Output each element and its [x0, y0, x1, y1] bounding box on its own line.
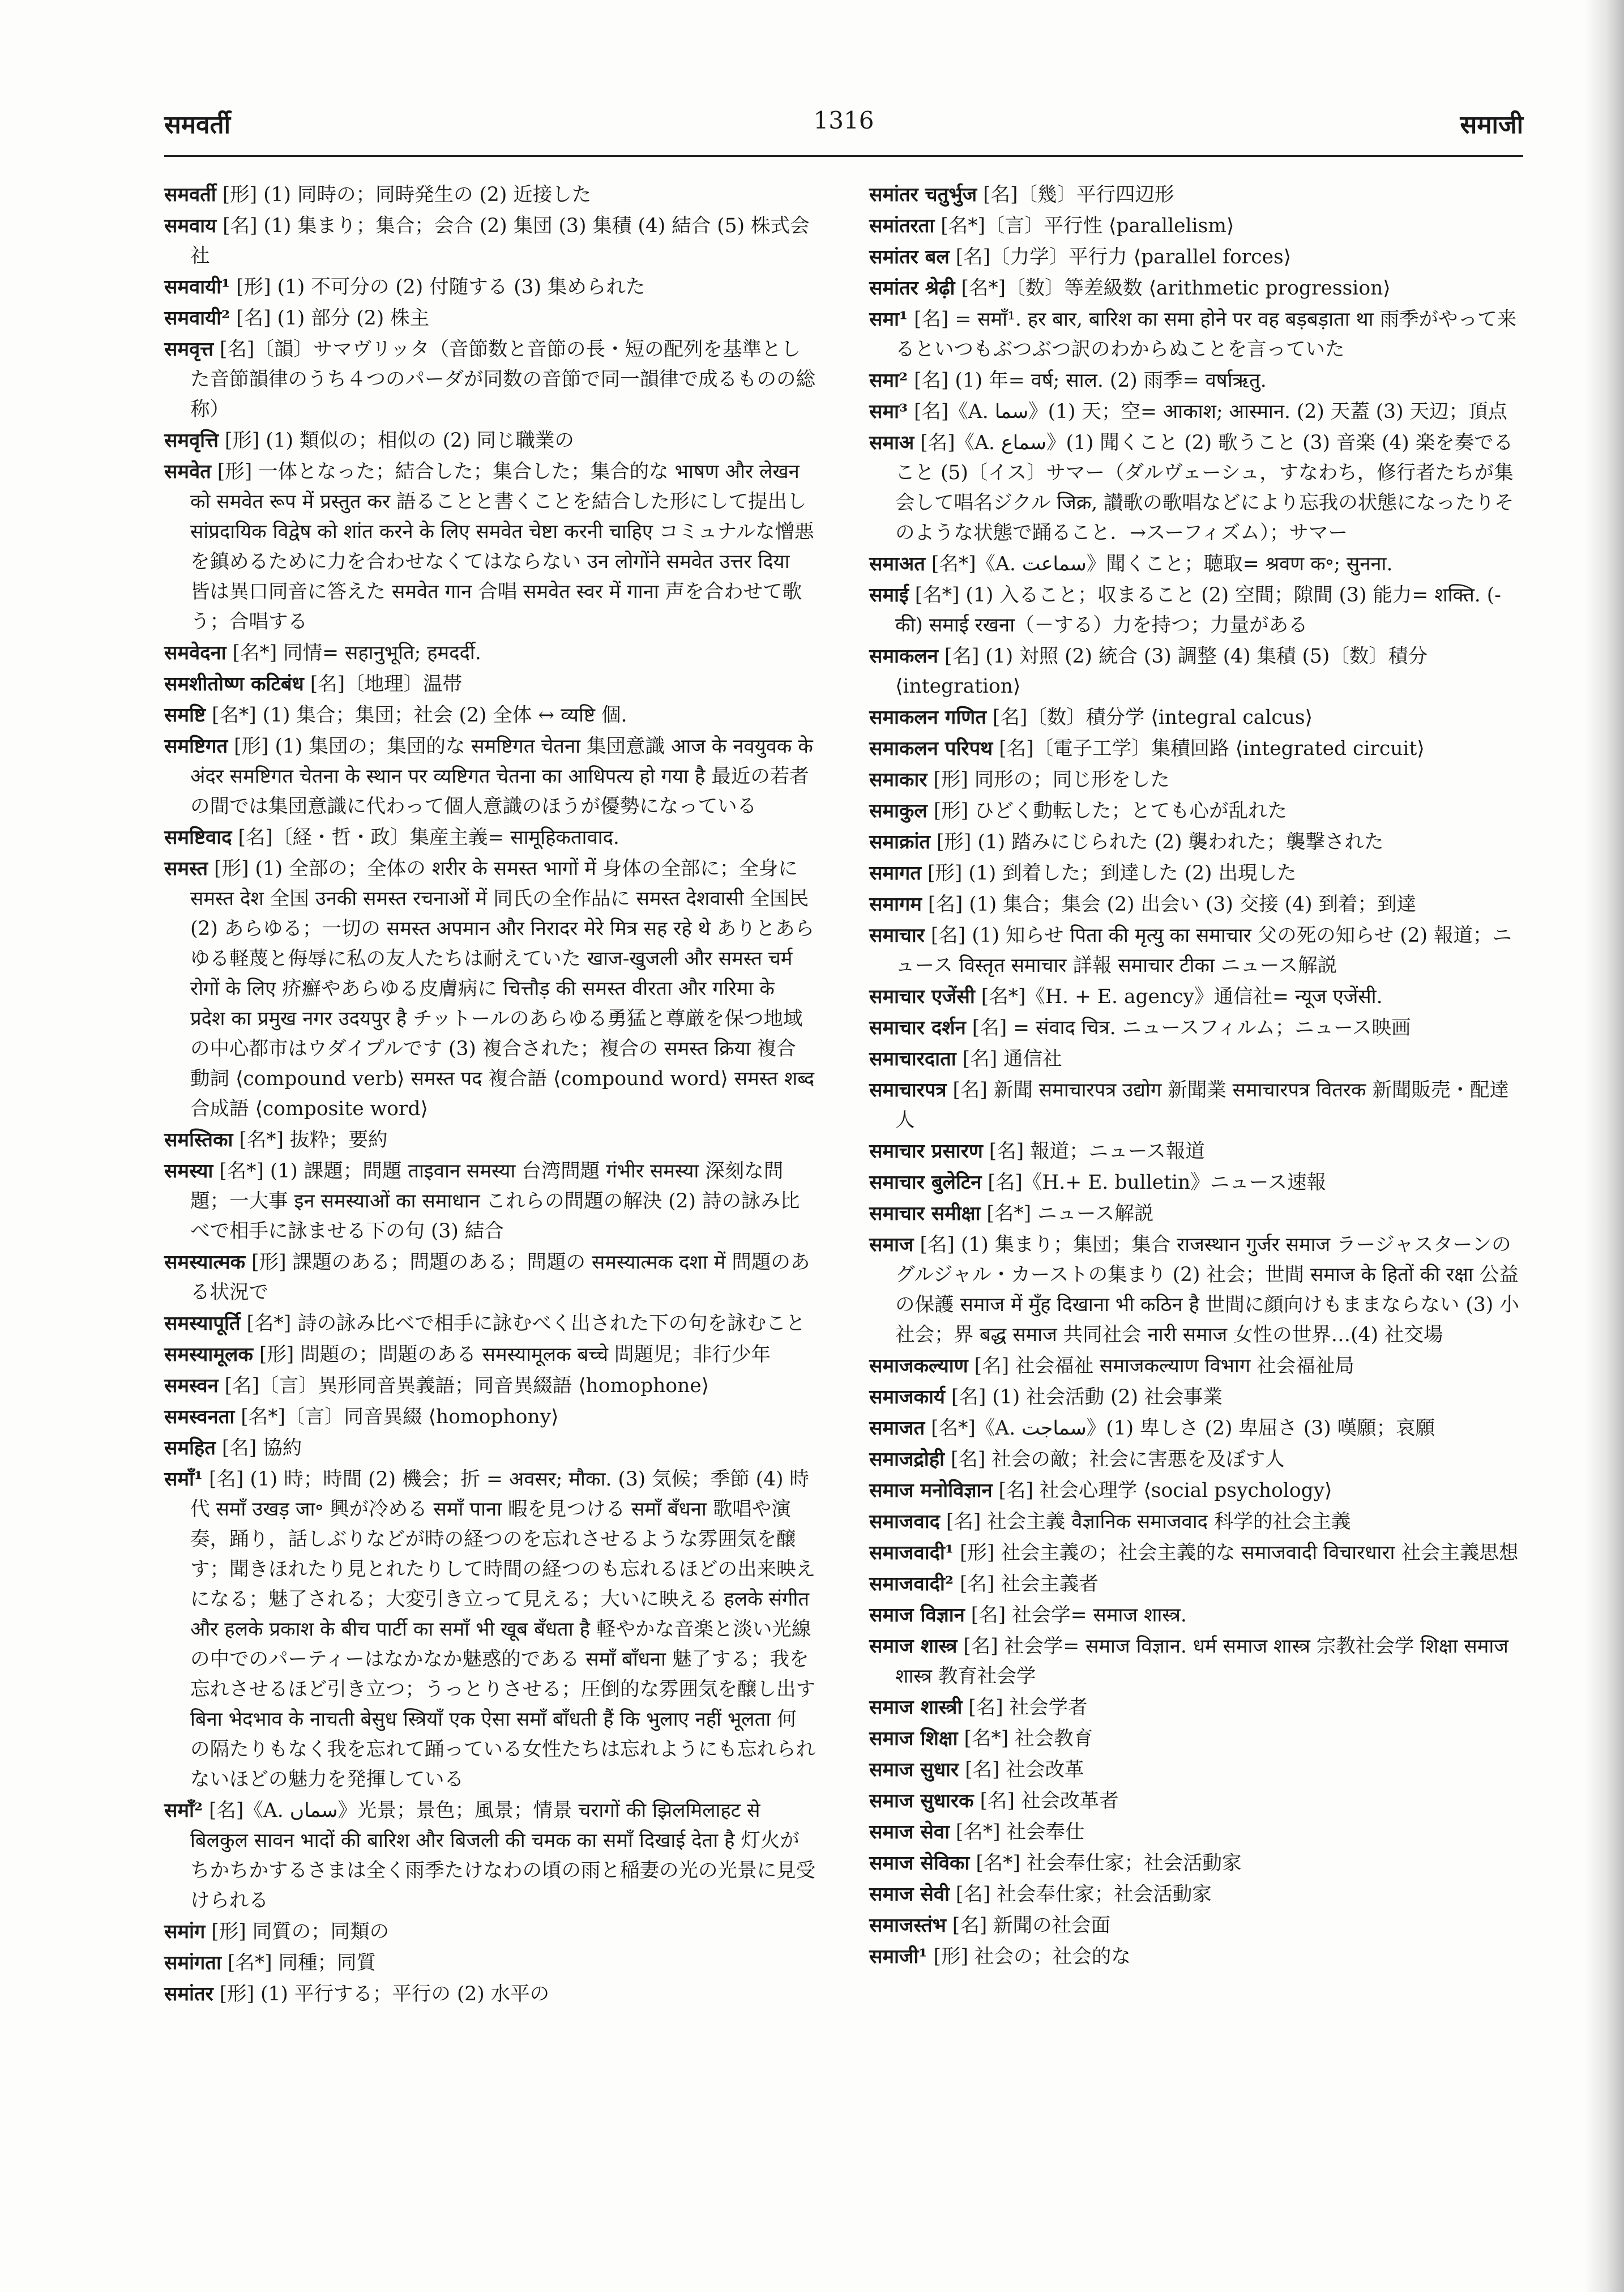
- dictionary-entry: [869, 1817, 1520, 1847]
- entry-headword: समस्या: [164, 1160, 213, 1183]
- dictionary-entry: [164, 272, 815, 302]
- entry-headword: समाजकार्य: [869, 1386, 945, 1409]
- dictionary-entry: [164, 638, 815, 668]
- entry-headword: समाजत: [869, 1417, 925, 1440]
- dictionary-entry: [869, 1414, 1520, 1444]
- entry-headword: समवाय: [164, 215, 217, 237]
- dictionary-entry: [164, 180, 815, 210]
- entry-definition: [形] (1) 集団の；集団的な समष्टिगत चेतना 集団意識 आज के नवयुवक के अंदर समष्टिगत चेतना के स्थान पर व्यष्टिगत चेतना का आधिपत्य हो गया है 最近の若者の間では集団意識に代わって個人意識のほうが優勢になっている: [190, 735, 813, 818]
- entry-headword: समाअत: [869, 553, 925, 575]
- entry-definition: [名] 社会主義 वैज्ञानिक समाजवाद 科学的社会主義: [946, 1510, 1351, 1533]
- entry-definition: [形] (1) 到着した；到達した (2) 出現した: [927, 862, 1297, 885]
- entry-headword: समाजवाद: [869, 1510, 940, 1533]
- dictionary-entry: [869, 581, 1520, 641]
- entry-headword: समाजकल्याण: [869, 1355, 968, 1377]
- dictionary-entry: [164, 457, 815, 637]
- entry-definition: [名*]《A. سماعت》聞くこと；聴取= श्रवण क॰; सुनना.: [931, 553, 1393, 575]
- entry-definition: [名]〔言〕異形同音異義語；同音異綴語 ⟨homophone⟩: [224, 1375, 710, 1397]
- dictionary-entry: [869, 1632, 1520, 1692]
- dictionary-entry: [164, 426, 815, 456]
- entry-headword: समस्यामूलक: [164, 1343, 253, 1366]
- right-guide-word: समाजी: [1460, 110, 1523, 139]
- entry-definition: [形] (1) 同時の；同時発生の (2) 近接した: [222, 183, 592, 206]
- entry-definition: [名*]《H. + E. agency》通信社= न्यूज एजेंसी.: [981, 985, 1383, 1008]
- dictionary-entry: [869, 827, 1520, 857]
- entry-definition: [名] (1) 知らせ पिता की मृत्यु का समाचार 父の死の知らせ (2) 報道；ニュース विस्तृत समाचार 詳報 समाचार टीका ニュース解説: [895, 924, 1512, 977]
- entry-headword: समाकलन: [869, 645, 938, 668]
- dictionary-entry: [869, 642, 1520, 702]
- entry-headword: समाचारदाता: [869, 1048, 956, 1070]
- entry-headword: समाज मनोविज्ञान: [869, 1479, 993, 1502]
- entry-definition: [名] 社会改革: [965, 1759, 1084, 1781]
- entry-headword: समाज सेवा: [869, 1821, 950, 1843]
- dictionary-entry: [869, 921, 1520, 981]
- entry-definition: [名*]〔言〕平行性 ⟨parallelism⟩: [941, 215, 1234, 237]
- entry-headword: समाँ²: [164, 1799, 203, 1822]
- entry-definition: [名] 社会学= समाज शास्त्र.: [971, 1604, 1187, 1627]
- dictionary-entry: [164, 823, 815, 853]
- entry-definition: [名*] 社会奉仕: [955, 1821, 1085, 1843]
- entry-headword: समाज सेवी: [869, 1883, 950, 1906]
- entry-headword: समाई: [869, 584, 909, 607]
- entry-headword: समांतर चतुर्भुज: [869, 183, 977, 206]
- entry-headword: समाक्रांत: [869, 831, 930, 853]
- entry-definition: [名] (1) 時；時間 (2) 機会；折 = अवसर; मौका. (3) 気候；季節 (4) 時代 समाँ उखड़ जा॰ 興が冷める समाँ पाना 暇を見つける समाँ बँधना 歌唱や演奏，踊り，話しぶりなどが時の経つのを忘れさせるような雰囲気を醸す；聞きほれたり見とれたりして時間の経つのも忘れるほどの出来映えになる；魅了される；大変引き立って見える；大いに映える हलके संगीत और हलके प्रकाश के बीच पार्टी का समाँ भी खूब बँधता है 軽やかな音楽と淡い光線の中でのパーティーはなかなか魅惑的である समाँ बाँधना 魅了する；我を忘れさせるほど引き立つ；うっとりさせる；圧倒的な雰囲気を醸し出す बिना भेदभाव के नाचती बेसुध स्त्रियाँ एक ऐसा समाँ बाँधती हैं कि भुलाए नहीं भूलता 何の隔たりもなく我を忘れて踊っている女性たちは忘れようにも忘れられないほどの魅力を発揮している: [190, 1468, 815, 1791]
- dictionary-entry: [869, 1507, 1520, 1537]
- entry-headword: समाचारपत्र: [869, 1079, 947, 1102]
- dictionary-entry: [164, 1340, 815, 1370]
- dictionary-entry: [164, 1309, 815, 1339]
- dictionary-entry: [869, 1013, 1520, 1043]
- entry-definition: [名] (1) 集まり；集団；集合 राजस्थान गुर्जर समाज ラージャスターンのグルジャル・カーストの集まり (2) 社会；世間 समाज के हितों की रक्षा 公益の保護 समाज में मुँह दिखाना भी कठिन है 世間に顔向けもままならない (3) 小社会；界 बद्ध समाज 共同社会 नारी समाज 女性の世界…(4) 社交場: [895, 1234, 1519, 1346]
- entry-definition: [形] 同形の；同じ形をした: [933, 769, 1170, 791]
- entry-headword: समाज सुधारक: [869, 1790, 974, 1812]
- entry-definition: [名] 新聞の社会面: [952, 1914, 1111, 1937]
- entry-definition: [形] 課題のある；問題のある；問題の समस्यात्मक दशा में 問題のある状況で: [190, 1251, 810, 1304]
- entry-definition: [名]〔数〕積分学 ⟨integral calcus⟩: [992, 706, 1313, 729]
- entry-definition: [形] (1) 全部の；全体の शरीर के समस्त भागों में 身体の全部に；全身に समस्त देश 全国 उनकी समस्त रचनाओं में 同氏の全作品に समस्त देशवासी 全国民 (2) あらゆる；一切の समस्त अपमान और निरादर मेरे मित्र सह रहे थे ありとあらゆる軽蔑と侮辱に私の友人たちは耐えていた खाज-खुजली और समस्त चर्म रोगों के लिए 疥癬やあらゆる皮膚病に चित्तौड़ की समस्त वीरता और गरिमा के प्रदेश का प्रमुख नगर उदयपुर है チットールのあらゆる勇猛と尊厳を保つ地域の中心都市はウダイプルです (3) 複合された；複合の समस्त क्रिया 複合動詞 ⟨compound verb⟩ समस्त पद 複合語 ⟨compound word⟩ समस्त शब्द 合成語 ⟨composite word⟩: [190, 857, 815, 1120]
- entry-definition: [名] 社会学者: [968, 1696, 1088, 1719]
- dictionary-entry: [164, 1796, 815, 1916]
- dictionary-entry: [164, 1248, 815, 1308]
- entry-headword: समा³: [869, 400, 908, 423]
- entry-headword: समांतर श्रेढ़ी: [869, 277, 955, 300]
- entry-headword: समाकलन परिपथ: [869, 737, 993, 760]
- dictionary-entry: [869, 242, 1520, 272]
- dictionary-entry: [869, 397, 1520, 427]
- entry-headword: समवेत: [164, 460, 211, 483]
- left-column: [164, 180, 815, 2011]
- entry-definition: [形] (1) 平行する；平行の (2) 水平の: [219, 1983, 550, 2005]
- entry-definition: [名*] 詩の詠み比べで相手に詠むべく出された下の句を詠むこと: [246, 1312, 806, 1335]
- entry-definition: [形] (1) 類似の；相似の (2) 同じ職業の: [224, 429, 574, 452]
- dictionary-entry: [164, 1156, 815, 1247]
- dictionary-entry: [869, 428, 1520, 548]
- dictionary-entry: [869, 180, 1520, 210]
- dictionary-entry: [869, 982, 1520, 1012]
- entry-headword: समाकलन गणित: [869, 706, 986, 729]
- dictionary-entry: [869, 1137, 1520, 1167]
- entry-definition: [名] 社会奉仕家；社会活動家: [955, 1883, 1212, 1906]
- dictionary-entry: [869, 1600, 1520, 1631]
- dictionary-entry: [164, 1433, 815, 1463]
- entry-headword: समाज सुधार: [869, 1759, 959, 1781]
- dictionary-entry: [869, 1880, 1520, 1910]
- dictionary-entry: [869, 1382, 1520, 1412]
- entry-headword: समाज शास्त्र: [869, 1635, 958, 1658]
- entry-headword: समस्वनता: [164, 1406, 235, 1428]
- entry-headword: समाचार: [869, 924, 925, 947]
- entry-definition: [名*] 抜粋；要約: [239, 1129, 388, 1151]
- dictionary-entry: [869, 1911, 1520, 1941]
- dictionary-entry: [164, 1948, 815, 1978]
- entry-headword: समाचार प्रसारण: [869, 1140, 983, 1163]
- dictionary-entry: [164, 335, 815, 425]
- entry-headword: समाकुल: [869, 800, 928, 822]
- entry-headword: समांगता: [164, 1952, 221, 1974]
- entry-headword: समाकार: [869, 769, 928, 791]
- entry-definition: [名*] (1) 課題；問題 ताइवान समस्या 台湾問題 गंभीर समस्या 深刻な問題；一大事 इन समस्याओं का समाधान これらの問題の解決 (2) 詩の詠み比べで相手に詠ませる下の句 (3) 結合: [190, 1160, 800, 1243]
- entry-definition: [名] 社会主義者: [959, 1573, 1099, 1595]
- dictionary-entry: [164, 1979, 815, 2009]
- dictionary-entry: [869, 1476, 1520, 1506]
- dictionary-entry: [164, 701, 815, 731]
- entry-headword: समागत: [869, 862, 921, 885]
- left-guide-word: समवर्ती: [164, 110, 230, 139]
- entry-definition: [名*]〔言〕同音異綴 ⟨homophony⟩: [241, 1406, 559, 1428]
- entry-headword: समा¹: [869, 308, 908, 331]
- entry-definition: [名]《H.+ E. bulletin》ニュース速報: [988, 1171, 1327, 1194]
- entry-headword: समाज सेविका: [869, 1852, 970, 1875]
- entry-definition: [名*] 社会教育: [964, 1727, 1093, 1750]
- dictionary-entry: [869, 734, 1520, 764]
- dictionary-entry: [869, 796, 1520, 826]
- entry-headword: समा²: [869, 369, 908, 392]
- dictionary-entry: [869, 1351, 1520, 1381]
- entry-headword: समाज: [869, 1234, 914, 1256]
- dictionary-entry: [869, 1445, 1520, 1475]
- entry-headword: समाअ: [869, 432, 914, 454]
- entry-definition: [名] 社会心理学 ⟨social psychology⟩: [998, 1479, 1332, 1502]
- entry-headword: समस्यापूर्ति: [164, 1312, 241, 1335]
- dictionary-entry: [869, 1786, 1520, 1816]
- dictionary-entry: [164, 854, 815, 1124]
- entry-definition: [名*] 社会奉仕家；社会活動家: [976, 1852, 1242, 1875]
- entry-definition: [名] 社会の敵；社会に害悪を及ぼす人: [950, 1448, 1285, 1471]
- entry-definition: [名] (1) 年= वर्ष; साल. (2) 雨季= वर्षाऋतु.: [913, 369, 1267, 392]
- dictionary-entry: [869, 1755, 1520, 1785]
- entry-definition: [名] = समाँ¹. हर बार, बारिश का समा होने पर वह बड़बड़ाता था 雨季がやって来るといつもぶつぶつ訳のわからぬことを言っていた: [895, 308, 1517, 361]
- entry-headword: समस्तिका: [164, 1129, 233, 1151]
- entry-headword: समवायी¹: [164, 276, 230, 298]
- entry-definition: [名] (1) 集合；集会 (2) 出会い (3) 交接 (4) 到着；到達: [928, 893, 1417, 916]
- entry-headword: समाँ¹: [164, 1468, 203, 1491]
- dictionary-entry: [869, 1075, 1520, 1136]
- entry-headword: समाचार एजेंसी: [869, 985, 975, 1008]
- entry-definition: [名] (1) 対照 (2) 統合 (3) 調整 (4) 集積 (5)〔数〕積分 ⟨integration⟩: [895, 645, 1428, 698]
- dictionary-entry: [164, 669, 815, 699]
- dictionary-entry: [164, 1917, 815, 1947]
- entry-definition: [名*] 同種；同質: [227, 1952, 377, 1974]
- entry-headword: समांतर: [164, 1983, 213, 2005]
- entry-definition: [名*]〔数〕等差級数 ⟨arithmetic progression⟩: [961, 277, 1391, 300]
- entry-headword: समाजी¹: [869, 1945, 928, 1968]
- entry-definition: [形] 問題の；問題のある समस्यामूलक बच्चे 問題児；非行少年: [259, 1343, 771, 1366]
- entry-definition: [名]〔経・哲・政〕集産主義= सामूहिकतावाद.: [238, 826, 619, 849]
- dictionary-entry: [164, 1402, 815, 1432]
- entry-definition: [形] 一体となった；結合した；集合した；集合的な भाषण और लेखन को समवेत रूप में प्रस्तुत कर 語ることと書くことを結合した形にして提出し सांप्रदायिक विद्वेष को शांत करने के लिए समवेत चेष्टा करनी चाहिए コミュナルな憎悪を鎮めるために力を合わせなくてはならない उन लोगोंने समवेत उत्तर दिया 皆は異口同音に答えた समवेत गान 合唱 समवेत स्वर में गाना 声を合わせて歌う；合唱する: [190, 460, 814, 633]
- entry-definition: [名*] ニュース解説: [986, 1202, 1154, 1225]
- entry-definition: [名]〔電子工学〕集積回路 ⟨integrated circuit⟩: [999, 737, 1425, 760]
- dictionary-entry: [869, 366, 1520, 396]
- scan-shadow-edge: [1584, 0, 1624, 2292]
- entry-definition: [名*] (1) 集合；集団；社会 (2) 全体 ↔ व्यष्टि 個.: [212, 704, 627, 727]
- entry-definition: [名]〔韻〕サマヴリッタ（音節数と音節の長・短の配列を基準とした音節韻律のうち４つのパーダが同数の音節で同一韻律で成るものの総称）: [190, 338, 815, 421]
- dictionary-entry: [869, 1199, 1520, 1229]
- entry-definition: [名*] 同情= सहानुभूति; हमदर्दी.: [232, 642, 481, 664]
- entry-headword: समाचार समीक्षा: [869, 1202, 981, 1225]
- entry-definition: [名] 社会改革者: [980, 1790, 1119, 1812]
- entry-headword: समशीतोष्ण कटिबंध: [164, 673, 304, 695]
- header-rule: [164, 155, 1523, 157]
- entry-definition: [名]〔幾〕平行四辺形: [983, 183, 1174, 206]
- dictionary-entry: [869, 765, 1520, 795]
- entry-definition: [名]《A. سماں》光景；景色；風景；情景 चरागों की झिलमिलाहट से बिलकुल सावन भादों की बारिश और बिजली की चमक का समाँ दिखाई देता है 灯火がちかちかするさまは全く雨季たけなわの頃の雨と稲妻の光の光景に見受けられる: [190, 1799, 815, 1912]
- entry-headword: समष्टि: [164, 704, 206, 727]
- dictionary-entry: [164, 304, 815, 334]
- entry-headword: समाचार बुलेटिन: [869, 1171, 982, 1194]
- entry-definition: [名] 通信社: [962, 1048, 1062, 1070]
- dictionary-entry: [869, 1044, 1520, 1074]
- entry-headword: समाजवादी²: [869, 1573, 954, 1595]
- entry-definition: [名] 報道；ニュース報道: [989, 1140, 1205, 1163]
- dictionary-entry: [869, 1724, 1520, 1754]
- dictionary-entry: [869, 549, 1520, 579]
- dictionary-entry: [869, 890, 1520, 920]
- dictionary-entry: [869, 1942, 1520, 1972]
- entry-definition: [形] (1) 不可分の (2) 付随する (3) 集められた: [236, 276, 646, 298]
- dictionary-entry: [869, 859, 1520, 889]
- entry-definition: [名] 協約: [221, 1437, 302, 1459]
- entry-headword: समस्यात्मक: [164, 1251, 246, 1274]
- entry-definition: [形] ひどく動転した；とても心が乱れた: [933, 800, 1288, 822]
- entry-definition: [名] (1) 社会活動 (2) 社会事業: [951, 1386, 1223, 1409]
- entry-headword: समहित: [164, 1437, 216, 1459]
- entry-headword: समस्वन: [164, 1375, 219, 1397]
- entry-definition: [形] (1) 踏みにじられた (2) 襲われた；襲撃された: [936, 831, 1384, 853]
- entry-headword: समाज शास्त्री: [869, 1696, 963, 1719]
- entry-headword: समवर्ती: [164, 183, 216, 206]
- entry-headword: समवृत्त: [164, 338, 213, 361]
- entry-definition: [名*]《A. سماجت》(1) 卑しさ (2) 卑屈さ (3) 嘆願；哀願: [931, 1417, 1435, 1440]
- entry-headword: समाजद्रोही: [869, 1448, 945, 1471]
- entry-definition: [名] (1) 集まり；集合；会合 (2) 集団 (3) 集積 (4) 結合 (5) 株式会社: [190, 215, 810, 267]
- entry-headword: समांतर बल: [869, 246, 950, 268]
- dictionary-entry: [164, 1371, 815, 1401]
- entry-headword: समागम: [869, 893, 922, 916]
- dictionary-entry: [164, 1465, 815, 1795]
- entry-headword: समाजस्तंभ: [869, 1914, 946, 1937]
- entry-definition: [名] 社会学= समाज विज्ञान. धर्म समाज शास्त्र 宗教社会学 शिक्षा समाज शास्त्र 教育社会学: [895, 1635, 1508, 1688]
- dictionary-entry: [869, 1693, 1520, 1723]
- entry-definition: [名] = संवाद चित्र. ニュースフィルム；ニュース映画: [972, 1017, 1411, 1039]
- dictionary-entry: [869, 1849, 1520, 1879]
- page-header: [164, 106, 1523, 152]
- entry-headword: समांतरता: [869, 215, 935, 237]
- entry-headword: समस्त: [164, 857, 208, 880]
- dictionary-entry: [869, 1230, 1520, 1350]
- dictionary-entry: [164, 732, 815, 822]
- entry-definition: [名]〔地理〕温帯: [310, 673, 463, 695]
- entry-definition: [形] 社会主義の；社会主義的な समाजवादी विचारधारा 社会主義思想: [959, 1542, 1519, 1564]
- entry-definition: [名] 新聞 समाचारपत्र उद्योग 新聞業 समाचारपत्र वितरक 新聞販売・配達人: [895, 1079, 1509, 1132]
- dictionary-entry: [869, 703, 1520, 733]
- dictionary-entry: [869, 274, 1520, 304]
- entry-headword: समाज विज्ञान: [869, 1604, 965, 1627]
- entry-definition: [名]〔力学〕平行力 ⟨parallel forces⟩: [955, 246, 1292, 268]
- entry-definition: [名] (1) 部分 (2) 株主: [236, 307, 430, 330]
- entry-headword: समाजवादी¹: [869, 1542, 954, 1564]
- entry-headword: समांग: [164, 1920, 206, 1943]
- entry-definition: [形] 同質の；同類の: [211, 1920, 390, 1943]
- entry-headword: समाज शिक्षा: [869, 1727, 958, 1750]
- entry-definition: [名]《A. سما》(1) 天；空= आकाश; आस्मान. (2) 天蓋 (3) 天辺；頂点: [913, 400, 1508, 423]
- dictionary-entry: [869, 1538, 1520, 1568]
- page-number: 1316: [813, 106, 874, 134]
- entry-headword: समवृत्ति: [164, 429, 219, 452]
- dictionary-entry: [164, 211, 815, 271]
- right-column: [869, 180, 1520, 1973]
- entry-definition: [形] 社会の；社会的な: [933, 1945, 1131, 1968]
- dictionary-entry: [164, 1125, 815, 1155]
- entry-definition: [名] 社会福祉 समाजकल्याण विभाग 社会福祉局: [974, 1355, 1354, 1377]
- entry-headword: समष्टिगत: [164, 735, 228, 758]
- entry-headword: समष्टिवाद: [164, 826, 232, 849]
- entry-definition: [名*] (1) 入ること；収まること (2) 空間；隙間 (3) 能力= शक्ति. (-की) समाई रखना（－する）力を持つ；力量がある: [895, 584, 1501, 637]
- entry-definition: [名]《A. سماع》(1) 聞くこと (2) 歌うこと (3) 音楽 (4) 楽を奏でること (5)〔イス〕サマー（ダルヴェーシュ，すなわち，修行者たちが集会して唱名ジクル जिक्र, 讃歌の歌唱などにより忘我の状態になったりそのような状態で踊ること．→スーフィズム）；サマー: [895, 432, 1514, 544]
- dictionary-entry: [869, 1168, 1520, 1198]
- dictionary-entry: [869, 305, 1520, 365]
- entry-headword: समवायी²: [164, 307, 230, 330]
- dictionary-entry: [869, 211, 1520, 241]
- dictionary-entry: [869, 1569, 1520, 1599]
- entry-headword: समाचार दर्शन: [869, 1017, 966, 1039]
- entry-headword: समवेदना: [164, 642, 226, 664]
